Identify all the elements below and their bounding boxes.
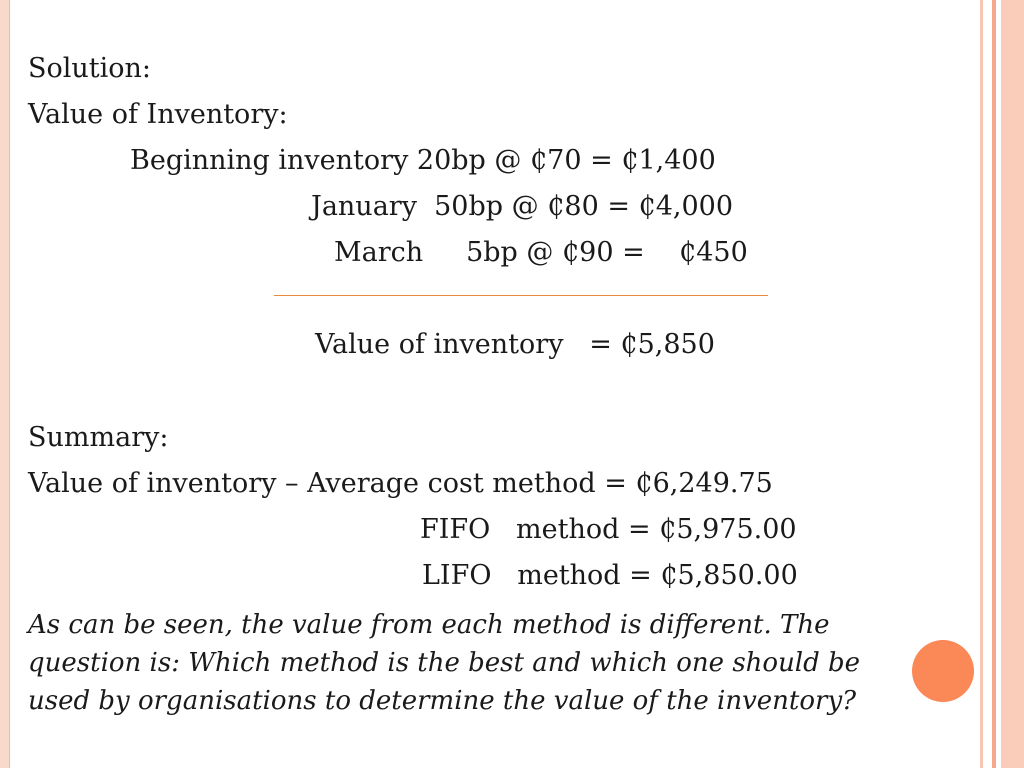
orange-circle-decoration xyxy=(912,640,974,702)
beginning-inventory-line: Beginning inventory 20bp @ ₵70 = ₵1,400 xyxy=(130,145,716,176)
average-cost-line: Value of inventory – Average cost method = ₵6,249.75 xyxy=(28,468,773,499)
conclusion-paragraph xyxy=(28,606,928,720)
summary-label: Summary: xyxy=(28,422,169,453)
sum-divider-line xyxy=(274,295,768,296)
value-of-inventory-heading: Value of Inventory: xyxy=(28,99,288,130)
lifo-line: LIFO method = ₵5,850.00 xyxy=(422,560,798,591)
conclusion-line-2: question is: Which method is the best and which one should be xyxy=(28,648,861,678)
january-inventory-line: January 50bp @ ₵80 = ₵4,000 xyxy=(311,191,734,222)
fifo-line: FIFO method = ₵5,975.00 xyxy=(420,514,797,545)
conclusion-line-1: As can be seen, the value from each method is different. The xyxy=(28,610,830,640)
solution-label: Solution: xyxy=(28,53,152,84)
conclusion-line-3: used by organisations to determine the value of the inventory? xyxy=(28,686,857,716)
total-inventory-line: Value of inventory = ₵5,850 xyxy=(315,329,715,360)
right-border-stripes xyxy=(980,0,1024,768)
march-inventory-line: March 5bp @ ₵90 = ₵450 xyxy=(334,237,748,268)
left-border-decoration xyxy=(0,0,10,768)
